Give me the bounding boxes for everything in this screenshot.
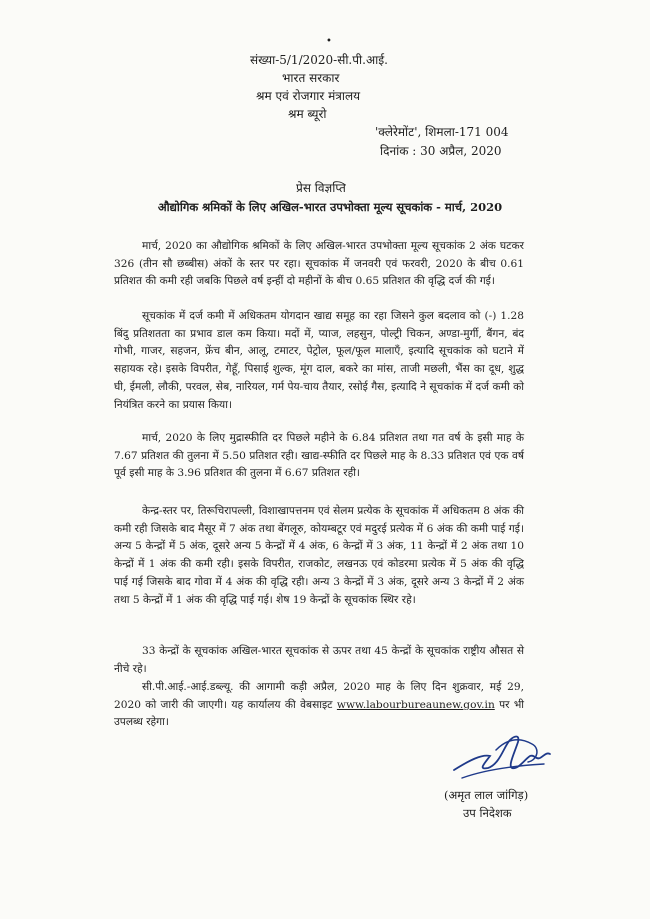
office-address: 'क्लेरेमोंट', शिमला-171 004 (375, 125, 509, 139)
signature-stroke-loop (496, 740, 537, 762)
signatory-name: (अमृत लाल जांगिड़) (444, 788, 529, 802)
paragraph-inflation: मार्च, 2020 के लिए मुद्रास्फीति दर पिछले महीने के 6.84 प्रतिशत तथा गत वर्ष के इसी माह के 7.67 प्रतिशत की तुलना में 5.50 प्रतिशत रही। खाद्य-स्फीति दर पिछले माह के 8.33 प्रतिशत एवं एक वर्ष पूर्व इसी माह के 3.96 प्रतिशत की तुलना में 6.67 प्रतिशत रही। (114, 432, 524, 480)
reference-number: संख्या-5/1/2020-सी.पी.आई. (250, 53, 388, 67)
paragraph-next-release (114, 679, 524, 732)
next-release-text: सी.पी.आई.-आई.डब्ल्यू. की आगामी कड़ी अप्रैल, 2020 माह के लिए दिन शुक्रवार, मई 29, 2020 को जारी की जाएगी। यह कार्यालय की वेबसाइट (114, 681, 524, 711)
page-title: औद्योगिक श्रमिकों के लिए अखिल-भारत उपभोक्ता मूल्य सूचकांक - मार्च, 2020 (157, 200, 503, 214)
paragraph-centre-level: केन्द्र-स्तर पर, तिरूचिरापल्ली, विशाखापत्तनम एवं सेलम प्रत्येक के सूचकांक में अधिकतम 8 अंक की कमी रही जिसके बाद मैसूर में 7 अंक तथा बेंगलूरु, कोयम्बटूर एवं मदुरई प्रत्येक में 6 अंक की कमी पाई गई। अन्य 5 केन्द्रों में 5 अंक, दूसरे अन्य 5 केन्द्रों में 4 अंक, 6 केन्द्रों में 3 अंक, 11 केन्द्रों में 2 अंक तथा 10 केन्द्रों में 1 अंक की कमी रही। इसके विपरीत, राजकोट, लखनऊ एवं कोडरमा प्रत्येक में 5 अंक की वृद्धि पाई गई जिसके बाद गोवा में 4 अंक की वृद्धि रही। अन्य 3 केन्द्रों में 3 अंक, दूसरे अन्य 3 केन्द्रों में 2 अंक तथा 5 केन्द्रों में 1 अंक की वृद्धि पाई गई। शेष 19 केन्द्रों के सूचकांक स्थिर रहे। (114, 505, 524, 606)
punch-mark: • (326, 36, 332, 47)
bureau-name: श्रम ब्यूरो (288, 107, 327, 121)
signature-image (448, 726, 558, 788)
signatory-designation: उप निदेशक (463, 806, 512, 820)
paragraph-index-summary: मार्च, 2020 का औद्योगिक श्रमिकों के लिए अखिल-भारत उपभोक्ता मूल्य सूचकांक 2 अंक घटकर 326 (तीन सौ छब्बीस) अंकों के स्तर पर रहा। सूचकांक में जनवरी एवं फरवरी, 2020 के बीच 0.61 प्रतिशत की कमी रही जबकि पिछले वर्ष इन्हीं दो महीनों के बीच 0.65 प्रतिशत की वृद्धि दर्ज की गई। (114, 240, 524, 288)
ministry-name: श्रम एवं रोजगार मंत्रालय (256, 89, 361, 103)
release-date: दिनांक : 30 अप्रैल, 2020 (380, 144, 502, 158)
press-release-label: प्रेस विज्ञप्ति (296, 181, 346, 195)
next-release-tail: पर भी उपलब्ध रहेगा। (114, 698, 525, 729)
website-link[interactable]: www.labourbureaunew.gov.in (336, 698, 495, 711)
signature-underline (462, 764, 544, 778)
paragraph-contributors: सूचकांक में दर्ज कमी में अधिकतम योगदान खाद्य समूह का रहा जिसने कुल बदलाव को (-) 1.28 बिंदु प्रतिशतता का प्रभाव डाल कम किया। मदों में, प्याज, लहसुन, पोल्ट्री चिकन, अण्डा-मुर्गी, बैंगन, बंद गोभी, गाजर, सहजन, फ्रेंच बीन, आलू, टमाटर, पेट्रोल, फूल/फूल मालाएँ, इत्यादि सूचकांक को घटाने में सहायक रहे। इसके विपरीत, गेहूँ, पिसाई शुल्क, मूंग दाल, बकरे का मांस, ताजी मछली, भैंस का दूध, शुद्ध घी, ईमली, लौकी, परवल, सेब, नारियल, गर्म पेय-चाय तैयार, रसोई गैस, इत्यादि ने सूचकांक में दर्ज कमी को नियंत्रित करने का प्रयास किया। (114, 310, 524, 411)
paragraph-above-below: 33 केन्द्रों के सूचकांक अखिल-भारत सूचकांक से ऊपर तथा 45 केन्द्रों के सूचकांक राष्ट्रीय औसत से नीचे रहे। (114, 645, 524, 675)
government-name: भारत सरकार (282, 71, 340, 85)
